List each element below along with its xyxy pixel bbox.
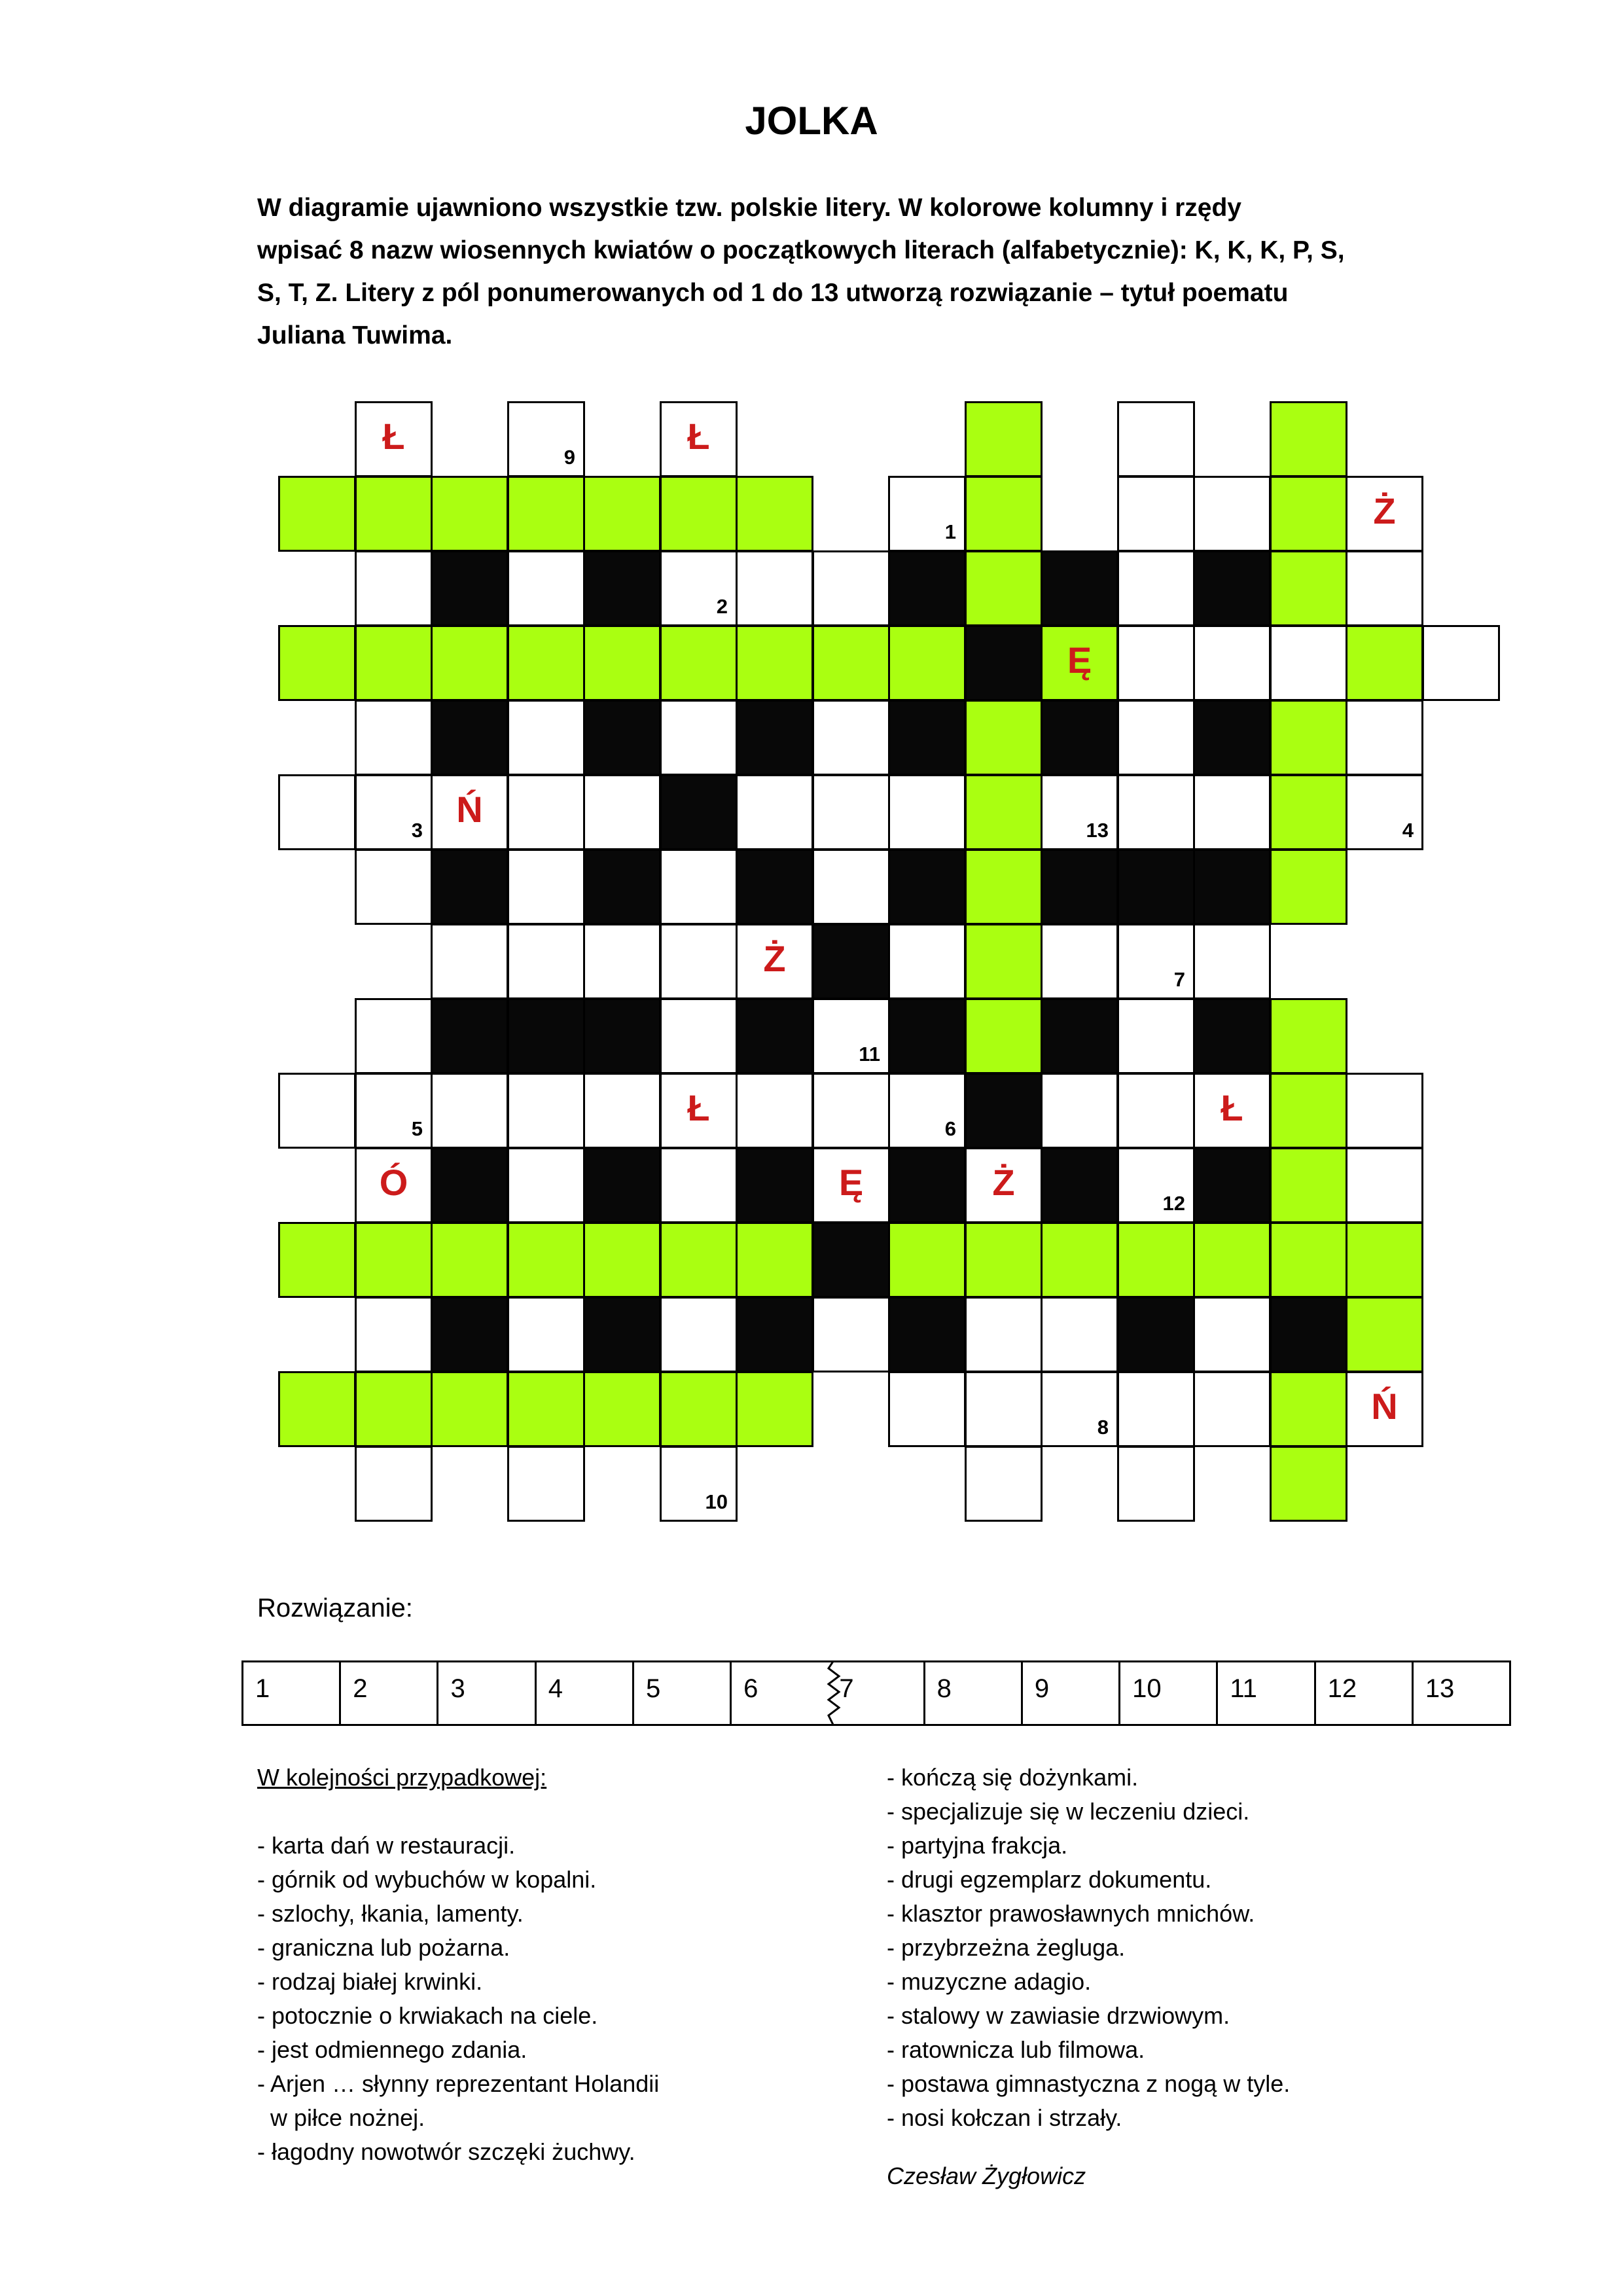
crossword-block-cell [736, 998, 813, 1074]
crossword-cell[interactable] [1346, 700, 1423, 776]
clue: - partyjna frakcja. [887, 1832, 1068, 1859]
crossword-cell[interactable] [660, 924, 738, 999]
given-letter: Ó [379, 1162, 408, 1203]
crossword-cell[interactable] [660, 700, 738, 776]
crossword-cell[interactable] [431, 1073, 508, 1149]
crossword-block-cell [583, 550, 661, 626]
clues-heading: W kolejności przypadkowej: [257, 1764, 547, 1791]
crossword-cell[interactable] [1270, 401, 1347, 477]
crossword-block-cell [1193, 1147, 1271, 1223]
crossword-block-cell [965, 1073, 1043, 1149]
crossword-block-cell [431, 849, 508, 925]
crossword-cell[interactable] [965, 1446, 1043, 1522]
crossword-cell[interactable] [812, 700, 890, 776]
crossword-block-cell [888, 849, 966, 925]
crossword-cell[interactable] [1270, 1147, 1347, 1223]
crossword-block-cell [888, 700, 966, 776]
word-break-zigzag-icon [826, 1660, 842, 1726]
crossword-cell[interactable] [736, 1073, 813, 1149]
given-letter: Ł [687, 416, 710, 457]
crossword-cell[interactable] [965, 550, 1043, 626]
clue: - kończą się dożynkami. [887, 1764, 1139, 1791]
crossword-cell[interactable] [1117, 1147, 1195, 1223]
crossword-block-cell [583, 849, 661, 925]
given-letter: Ę [838, 1162, 864, 1203]
clue: - łagodny nowotwór szczęki żuchwy. [257, 2138, 635, 2165]
crossword-block-cell [1117, 849, 1195, 925]
crossword-cell[interactable] [1270, 1371, 1347, 1447]
crossword-cell[interactable] [1270, 550, 1347, 626]
crossword-cell[interactable] [507, 849, 585, 925]
crossword-block-cell [888, 1147, 966, 1223]
crossword-block-cell [736, 849, 813, 925]
crossword-block-cell [583, 700, 661, 776]
solution-cell[interactable]: 5 [634, 1662, 732, 1724]
crossword-block-cell [888, 998, 966, 1074]
crossword-cell[interactable] [507, 1073, 585, 1149]
crossword-cell[interactable] [431, 1222, 508, 1298]
crossword-cell[interactable] [583, 774, 661, 850]
clue: - graniczna lub pożarna. [257, 1934, 510, 1961]
crossword-cell[interactable] [1117, 1446, 1195, 1522]
crossword-cell[interactable] [278, 476, 356, 552]
crossword-block-cell [507, 998, 585, 1074]
crossword-cell[interactable] [965, 700, 1043, 776]
crossword-cell[interactable] [507, 1297, 585, 1372]
cell-number: 6 [944, 1117, 956, 1140]
crossword-cell[interactable] [507, 774, 585, 850]
clues-left-column [257, 1761, 659, 2169]
crossword-cell[interactable] [736, 1371, 813, 1447]
crossword-cell[interactable] [1346, 1147, 1423, 1223]
solution-cell[interactable]: 11 [1218, 1662, 1315, 1724]
crossword-cell[interactable] [812, 625, 890, 701]
crossword-cell[interactable] [1193, 1222, 1271, 1298]
crossword-cell[interactable] [965, 476, 1043, 552]
crossword-block-cell [812, 1222, 890, 1298]
cell-number: 4 [1402, 819, 1414, 842]
crossword-cell[interactable] [355, 550, 433, 626]
crossword-cell[interactable] [736, 924, 813, 999]
crossword-cell[interactable] [431, 476, 508, 552]
crossword-cell[interactable] [888, 625, 966, 701]
crossword-block-cell [736, 1147, 813, 1223]
crossword-block-cell [1041, 550, 1118, 626]
crossword-block-cell [736, 700, 813, 776]
solution-cell[interactable]: 13 [1425, 1674, 1455, 1703]
cell-number: 3 [411, 819, 423, 842]
crossword-cell[interactable] [660, 1147, 738, 1223]
crossword-cell[interactable] [583, 625, 661, 701]
clue: - potocznie o krwiakach na ciele. [257, 2002, 598, 2029]
crossword-cell[interactable] [660, 625, 738, 701]
crossword-cell[interactable] [965, 849, 1043, 925]
given-letter: Ń [456, 789, 483, 830]
crossword-cell[interactable] [1270, 849, 1347, 925]
crossword-block-cell [431, 998, 508, 1074]
clue: - postawa gimnastyczna z nogą w tyle. [887, 2070, 1291, 2097]
given-letter: Ł [382, 416, 405, 457]
clue: - klasztor prawosławnych mnichów. [887, 1900, 1255, 1927]
crossword-cell[interactable] [1117, 924, 1195, 999]
crossword-block-cell [431, 1297, 508, 1372]
crossword-cell[interactable] [888, 476, 966, 552]
crossword-cell[interactable] [1346, 1371, 1423, 1447]
crossword-cell[interactable] [660, 1073, 738, 1149]
crossword-cell[interactable] [1117, 1222, 1195, 1298]
crossword-cell[interactable] [1270, 476, 1347, 552]
crossword-cell[interactable] [965, 998, 1043, 1074]
crossword-block-cell [1193, 700, 1271, 776]
crossword-cell[interactable] [736, 774, 813, 850]
crossword-cell[interactable] [888, 1073, 966, 1149]
solution-cell[interactable]: 12 [1316, 1662, 1414, 1724]
crossword-cell[interactable] [1041, 1222, 1118, 1298]
clue: - muzyczne adagio. [887, 1968, 1092, 1995]
crossword-cell[interactable] [507, 924, 585, 999]
crossword-block-cell [1193, 849, 1271, 925]
given-letter: Ń [1371, 1386, 1398, 1427]
crossword-cell[interactable] [431, 774, 508, 850]
clues-right-column [887, 1761, 1290, 2135]
crossword-block-cell [888, 550, 966, 626]
clue: - drugi egzemplarz dokumentu. [887, 1866, 1212, 1893]
crossword-cell[interactable] [507, 700, 585, 776]
crossword-block-cell [812, 924, 890, 999]
crossword-cell[interactable] [812, 1147, 890, 1223]
crossword-block-cell [660, 774, 738, 850]
crossword-cell[interactable] [1346, 476, 1423, 552]
page-title: JOLKA [745, 99, 878, 143]
crossword-cell[interactable] [812, 550, 890, 626]
crossword-cell[interactable] [965, 1147, 1043, 1223]
crossword-cell[interactable] [507, 1222, 585, 1298]
crossword-cell[interactable] [1117, 774, 1195, 850]
crossword-cell[interactable] [1117, 625, 1195, 701]
crossword-cell[interactable] [507, 476, 585, 552]
crossword-cell[interactable] [965, 1222, 1043, 1298]
cell-number: 5 [411, 1117, 423, 1140]
crossword-cell[interactable] [888, 924, 966, 999]
clue: - jest odmiennego zdania. [257, 2036, 527, 2063]
crossword-cell[interactable] [1346, 1222, 1423, 1298]
crossword-cell[interactable] [355, 1446, 433, 1522]
cell-number: 8 [1097, 1416, 1109, 1439]
cell-number: 10 [705, 1490, 728, 1513]
crossword-block-cell [583, 998, 661, 1074]
given-letter: Ż [763, 938, 786, 979]
crossword-cell[interactable] [431, 625, 508, 701]
crossword-block-cell [888, 1297, 966, 1372]
crossword-block-cell [431, 550, 508, 626]
crossword-cell[interactable] [355, 849, 433, 925]
solution-cell[interactable]: 2 [341, 1662, 438, 1724]
crossword-cell[interactable] [1270, 1446, 1347, 1522]
crossword-cell[interactable] [812, 1073, 890, 1149]
crossword-cell[interactable] [660, 550, 738, 626]
crossword-cell[interactable] [431, 1371, 508, 1447]
crossword-cell[interactable] [1346, 1073, 1423, 1149]
crossword-cell[interactable] [736, 1222, 813, 1298]
crossword-cell[interactable] [507, 550, 585, 626]
crossword-block-cell [1041, 1147, 1118, 1223]
crossword-cell[interactable] [888, 774, 966, 850]
crossword-cell[interactable] [1346, 550, 1423, 626]
cell-number: 13 [1086, 819, 1109, 842]
given-letter: Ż [992, 1162, 1015, 1203]
crossword-cell[interactable] [1346, 625, 1423, 701]
crossword-cell[interactable] [1422, 625, 1500, 701]
solution-cell[interactable]: 9 [1023, 1662, 1120, 1724]
crossword-cell[interactable] [812, 1297, 890, 1372]
crossword-cell[interactable] [965, 774, 1043, 850]
crossword-cell[interactable] [1270, 998, 1347, 1074]
crossword-cell[interactable] [888, 1222, 966, 1298]
author-signature: Czesław Żygłowicz [887, 2162, 1086, 2189]
clue: - szlochy, łkania, lamenty. [257, 1900, 524, 1927]
crossword-cell[interactable] [355, 774, 433, 850]
crossword-cell[interactable] [1117, 700, 1195, 776]
crossword-cell[interactable] [355, 401, 433, 477]
given-letter: Ę [1067, 639, 1092, 681]
crossword-cell[interactable] [965, 401, 1043, 477]
crossword-cell[interactable] [660, 1371, 738, 1447]
crossword-cell[interactable] [888, 1371, 966, 1447]
crossword-cell[interactable] [812, 849, 890, 925]
crossword-cell[interactable] [431, 924, 508, 999]
crossword-cell[interactable] [736, 625, 813, 701]
crossword-cell[interactable] [1270, 700, 1347, 776]
crossword-cell[interactable] [736, 550, 813, 626]
cell-number: 11 [859, 1043, 880, 1066]
crossword-cell[interactable] [1117, 1371, 1195, 1447]
crossword-block-cell [431, 700, 508, 776]
crossword-cell[interactable] [1270, 774, 1347, 850]
crossword-cell[interactable] [660, 1297, 738, 1372]
crossword-cell[interactable] [355, 998, 433, 1074]
crossword-cell[interactable] [660, 476, 738, 552]
crossword-cell[interactable] [507, 401, 585, 477]
clue: - Arjen … słynny reprezentant Holandii [257, 2070, 660, 2097]
solution-cell[interactable]: 10 [1120, 1662, 1218, 1724]
crossword-cell[interactable] [812, 998, 890, 1074]
crossword-cell[interactable] [965, 1371, 1043, 1447]
crossword-block-cell [1270, 1297, 1347, 1372]
given-letter: Ż [1373, 490, 1396, 531]
crossword-cell[interactable] [736, 476, 813, 552]
clue: - specjalizuje się w leczeniu dzieci. [887, 1798, 1250, 1825]
cell-number: 9 [563, 446, 575, 469]
crossword-cell[interactable] [660, 1446, 738, 1522]
crossword-cell[interactable] [355, 1222, 433, 1298]
clue: w piłce nożnej. [257, 2104, 425, 2131]
crossword-cell[interactable] [355, 476, 433, 552]
crossword-cell[interactable] [1193, 924, 1271, 999]
solution-label: Rozwiązanie: [257, 1594, 413, 1623]
solution-cell[interactable]: 1 [243, 1662, 341, 1724]
crossword-cell[interactable] [1041, 774, 1118, 850]
crossword-block-cell [736, 1297, 813, 1372]
given-letter: Ł [1221, 1087, 1243, 1128]
solution-cell[interactable]: 6 [743, 1674, 758, 1703]
crossword-block-cell [583, 1297, 661, 1372]
crossword-cell[interactable] [1193, 1297, 1271, 1372]
instructions-line: Juliana Tuwima. [257, 321, 453, 350]
solution-cell[interactable]: 8 [925, 1662, 1023, 1724]
crossword-cell[interactable] [1270, 1073, 1347, 1149]
cell-number: 2 [716, 595, 728, 618]
crossword-cell[interactable] [965, 1297, 1043, 1372]
solution-cell[interactable]: 3 [438, 1662, 536, 1724]
instructions-line: W diagramie ujawniono wszystkie tzw. polskie litery. W kolorowe kolumny i rzędy [257, 194, 1241, 222]
crossword-cell[interactable] [278, 1073, 356, 1149]
crossword-block-cell [1193, 998, 1271, 1074]
crossword-cell[interactable] [355, 1073, 433, 1149]
crossword-cell[interactable] [1193, 1073, 1271, 1149]
crossword-cell[interactable] [660, 401, 738, 477]
solution-row [241, 1660, 1511, 1726]
crossword-cell[interactable] [278, 774, 356, 850]
cell-number: 7 [1173, 968, 1185, 991]
solution-cell[interactable]: 7 [827, 1662, 925, 1724]
crossword-cell[interactable] [355, 1297, 433, 1372]
crossword-cell[interactable] [1041, 1073, 1118, 1149]
crossword-cell[interactable] [355, 700, 433, 776]
crossword-block-cell [1193, 550, 1271, 626]
crossword-cell[interactable] [583, 1222, 661, 1298]
crossword-block-cell [431, 1147, 508, 1223]
crossword-cell[interactable] [812, 774, 890, 850]
crossword-cell[interactable] [1193, 1371, 1271, 1447]
crossword-cell[interactable] [278, 625, 356, 701]
clue: - górnik od wybuchów w kopalni. [257, 1866, 597, 1893]
clue: - rodzaj białej krwinki. [257, 1968, 483, 1995]
crossword-block-cell [965, 625, 1043, 701]
crossword-cell[interactable] [1193, 476, 1271, 552]
clue: - przybrzeżna żegluga. [887, 1934, 1126, 1961]
crossword-cell[interactable] [1193, 774, 1271, 850]
instructions-line: S, T, Z. Litery z pól ponumerowanych od 1 do 13 utworzą rozwiązanie – tytuł poematu [257, 279, 1289, 307]
clue: - karta dań w restauracji. [257, 1832, 516, 1859]
crossword-cell[interactable] [583, 476, 661, 552]
given-letter: Ł [687, 1087, 710, 1128]
crossword-cell[interactable] [1270, 1222, 1347, 1298]
crossword-cell[interactable] [1041, 924, 1118, 999]
crossword-cell[interactable] [1117, 550, 1195, 626]
crossword-cell[interactable] [1117, 1073, 1195, 1149]
solution-cell[interactable]: 4 [537, 1662, 634, 1724]
crossword-cell[interactable] [1346, 1297, 1423, 1372]
instructions-line: wpisać 8 nazw wiosennych kwiatów o początkowych literach (alfabetycznie): K, K, K, P, S, [257, 236, 1345, 264]
crossword-cell[interactable] [1117, 998, 1195, 1074]
cell-number: 12 [1162, 1192, 1185, 1215]
crossword-cell[interactable] [507, 1371, 585, 1447]
crossword-cell[interactable] [965, 924, 1043, 999]
crossword-cell[interactable] [1041, 1297, 1118, 1372]
crossword-cell[interactable] [660, 849, 738, 925]
crossword-block-cell [1041, 849, 1118, 925]
crossword-cell[interactable] [355, 625, 433, 701]
crossword-cell[interactable] [507, 1446, 585, 1522]
crossword-cell[interactable] [583, 924, 661, 999]
crossword-cell[interactable] [355, 1371, 433, 1447]
crossword-cell[interactable] [1117, 401, 1195, 477]
crossword-cell[interactable] [1270, 625, 1347, 701]
crossword-cell[interactable] [1041, 1371, 1118, 1447]
crossword-block-cell [1041, 998, 1118, 1074]
crossword-cell[interactable] [278, 1222, 356, 1298]
crossword-cell[interactable] [660, 1222, 738, 1298]
crossword-cell[interactable] [507, 1147, 585, 1223]
crossword-cell[interactable] [507, 625, 585, 701]
clue: - stalowy w zawiasie drzwiowym. [887, 2002, 1230, 2029]
crossword-cell[interactable] [278, 1371, 356, 1447]
clue: - nosi kołczan i strzały. [887, 2104, 1122, 2131]
crossword-block-cell [1117, 1297, 1195, 1372]
cell-number: 1 [944, 520, 956, 543]
crossword-cell[interactable] [583, 1073, 661, 1149]
crossword-cell[interactable] [660, 998, 738, 1074]
crossword-block-cell [583, 1147, 661, 1223]
crossword-block-cell [1041, 700, 1118, 776]
crossword-cell[interactable] [355, 1147, 433, 1223]
crossword-cell[interactable] [1193, 625, 1271, 701]
crossword-cell[interactable] [1117, 476, 1195, 552]
crossword-cell[interactable] [583, 1371, 661, 1447]
crossword-cell[interactable] [1041, 625, 1118, 701]
clue: - ratownicza lub filmowa. [887, 2036, 1145, 2063]
crossword-cell[interactable] [1346, 774, 1423, 850]
